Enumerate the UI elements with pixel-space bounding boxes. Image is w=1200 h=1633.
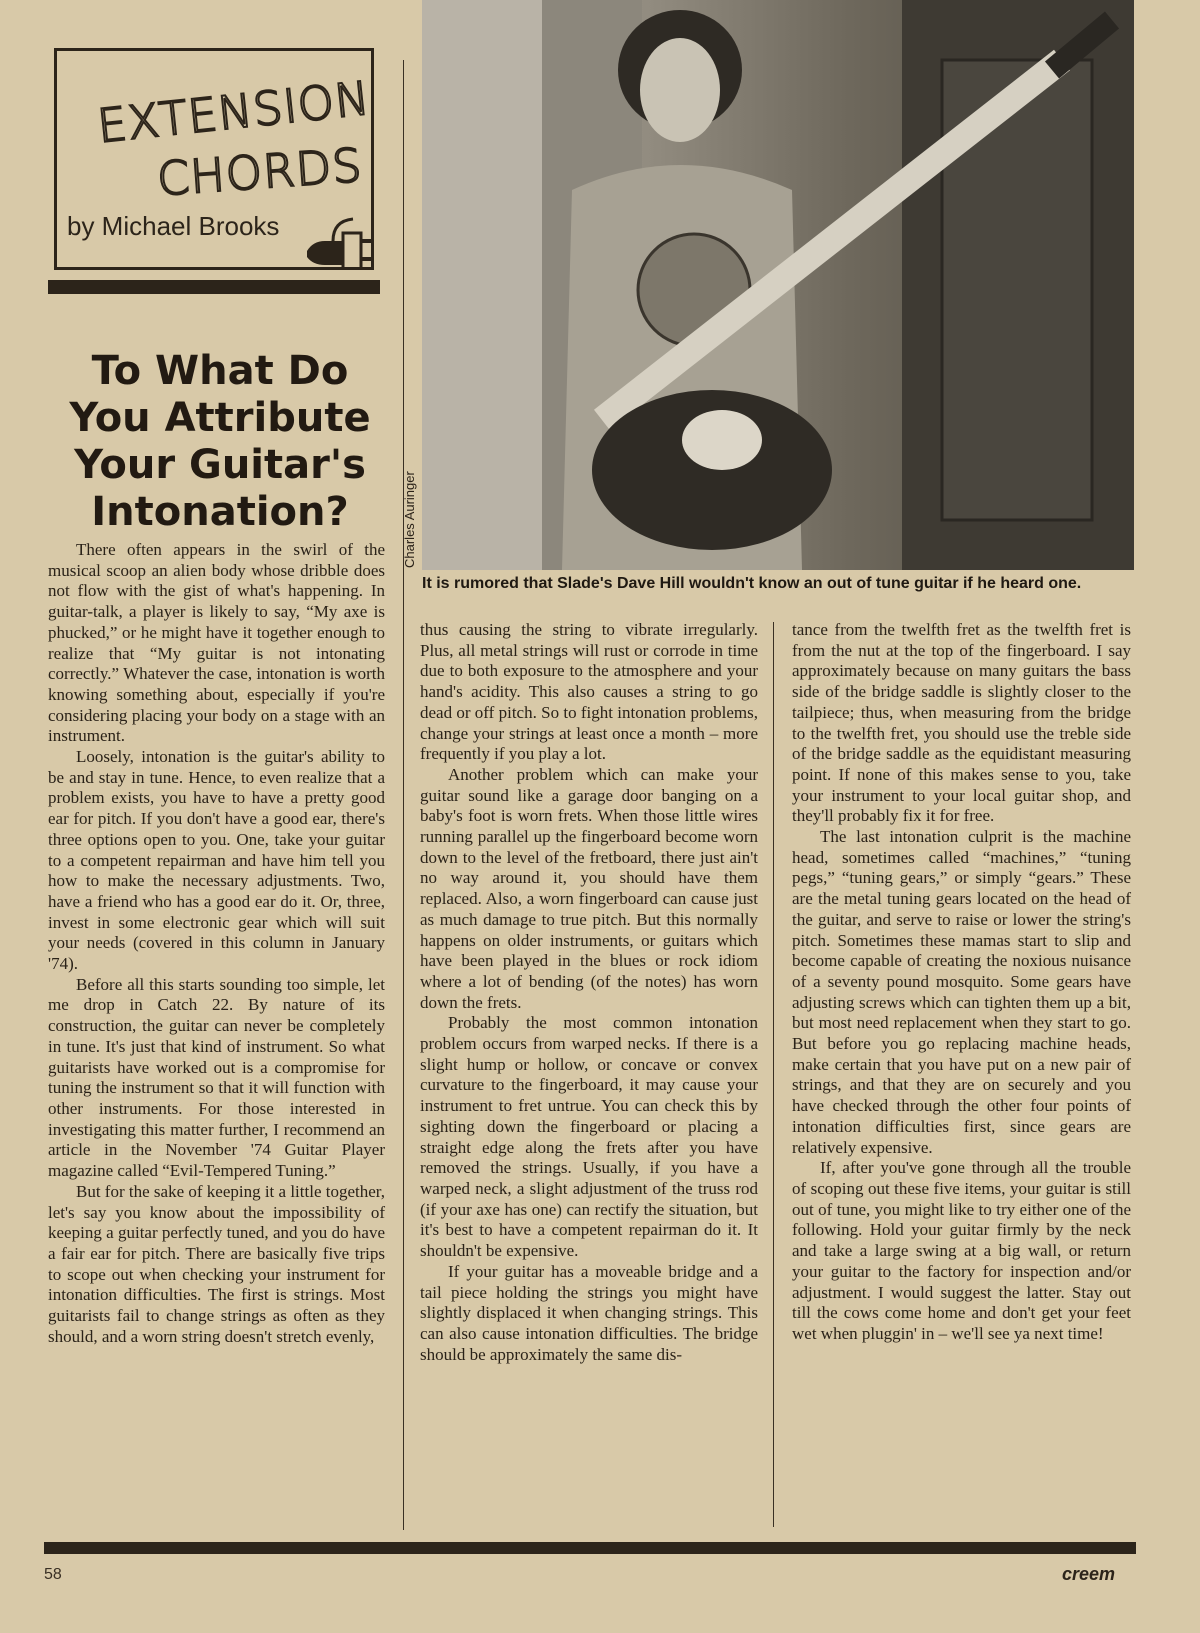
page-number: 58	[44, 1566, 62, 1583]
paragraph: Loosely, intonation is the guitar's ability to be and stay in tune. Hence, to even realize that a problem exists, you have to have a pretty good ear for pitch. If you don't have a good ear, there's three options open to you. One, take your guitar to a competent repairman and have him tell you how to make the necessary adjustments. Two, have a friend who has a good ear do it. Or, three, invest in some electronic gear which will suit your needs (covered in this column in January '74).	[48, 747, 385, 974]
paragraph: thus causing the string to vibrate irregularly. Plus, all metal strings will rust or corrode in time due to both exposure to the atmosphere and your hand's acidity. This also causes a string to go dead or off pitch. So to fight intonation problems, change your strings at least once a month – more frequently if you play a lot.	[420, 620, 758, 764]
paragraph: If, after you've gone through all the trouble of scoping out these five items, your guitar is still out of tune, you might like to try either one of the following. Hold your guitar firmly by the neck and take a large swing at a big wall, or return your guitar to the factory for inspection and/or adjustment. I would suggest the latter. Stay out till the cows come home and don't get your feet wet when pluggin' in – we'll see ya next time!	[792, 1158, 1131, 1343]
article-column-3	[792, 620, 1131, 1345]
paragraph: The last intonation culprit is the machine head, sometimes called “machines,” “tuning pegs,” “tuning gears,” or simply “gears.” These are the metal tuning gears located on the head of the guitar, and serve to raise or lower the string's pitch. Sometimes these mamas start to slip and become capable of creating the noxious nuisance of a seventy pound mosquito. Some gears have adjusting screws which can tighten them up a bit, but most need replacement when they start to go. But before you go replacing machine heads, make certain that you have put on a new pair of strings, and that they are on securely and you have checked through the other four points of intonation difficulties first, since gears are relatively expensive.	[792, 827, 1131, 1157]
footer-bar	[44, 1542, 1136, 1554]
article-column-1	[48, 540, 385, 1347]
column-logo	[54, 48, 374, 270]
paragraph: There often appears in the swirl of the musical scoop an alien body whose dribble does not flow with the gist of what's happening. In guitar-talk, a player is likely to say, “My axe is phucked,” or he might have it together enough to realize that “My guitar is not intonating correctly.” Whatever the case, intonation is worth knowing something about, especially if you're considering placing your body on a stage with an instrument.	[48, 540, 385, 746]
article-column-2	[420, 620, 758, 1365]
photo-credit-wrap	[400, 420, 420, 570]
plug-icon	[303, 211, 373, 269]
column-rule	[403, 60, 404, 1530]
paragraph: But for the sake of keeping it a little together, let's say you know about the impossibility of keeping a guitar perfectly tuned, and you do have a fair ear for pitch. There are basically five trips to scope out when checking your instrument for intonation difficulties. The first is strings. Most guitarists fail to change strings as often as they should, and a worn string doesn't stretch evenly,	[48, 1181, 386, 1346]
logo-title-line2: CHORDS	[155, 137, 365, 207]
photo-illustration	[422, 0, 1134, 570]
photo-caption: It is rumored that Slade's Dave Hill wouldn't know an out of tune guitar if he heard one.	[422, 575, 1082, 592]
paragraph: Another problem which can make your guitar sound like a garage door banging on a baby's foot is worn frets. When those little wires running parallel up the fingerboard become worn down to the level of the fretboard, there just ain't no way around it, you should have them replaced. Also, a worn fingerboard can cause just as much damage to true pitch. But this normally happens on older instruments, or guitars which have been played in the blues or rock idiom where a lot of bending (of the notes) has worn down the frets.	[420, 764, 758, 1012]
paragraph: Probably the most common intonation problem occurs from warped necks. If there is a slight hump or hollow, or concave or convex curvature to the fingerboard, it may cause your instrument to fret untrue. You can check this by sighting down the fingerboard or placing a straight edge along the frets after you have removed the strings. Usually, if you have a warped neck, a slight adjustment of the truss rod (if your axe has one) can rectify the situation, but it's best to have a competent repairman do it. It shouldn't be expensive.	[420, 1013, 758, 1261]
article-headline: To What Do You Attribute Your Guitar's Intonation?	[69, 348, 371, 535]
paragraph: Before all this starts sounding too simple, let me drop in Catch 22. By nature of its construction, the guitar can never be completely in tune. It's just that kind of instrument. So what guitarists have worked out is a compromise for tuning the instrument so that it will function with other instruments. For those interested in investigating this matter further, I recommend an article in the November '74 Guitar Player magazine called “Evil-Tempered Tuning.”	[48, 974, 385, 1181]
paragraph: If your guitar has a moveable bridge and a tail piece holding the strings you might have slightly displaced it when changing strings. This can also cause intonation difficulties. The bridge should be approximately the same dis-	[420, 1261, 758, 1364]
magazine-logo: creem	[1062, 1564, 1116, 1584]
byline: by Michael Brooks	[67, 211, 280, 241]
photo-guitarist	[422, 0, 1134, 570]
paragraph: tance from the twelfth fret as the twelfth fret is from the nut at the top of the fingerboard. I say approximately because on many guitars the bass side of the bridge saddle is slightly closer to the tailpiece; thus, when measuring from the bridge to the twelfth fret, you should use the treble side of the bridge saddle as the equidistant measuring point. If none of this makes sense to you, take your instrument to your local guitar shop, and they'll probably fix it for free.	[792, 620, 1131, 826]
photo-credit: Charles Auringer	[402, 471, 417, 568]
logo-title-line1: EXTENSION	[94, 70, 373, 154]
logo-underline-bar	[48, 280, 380, 294]
column-rule	[773, 622, 774, 1527]
